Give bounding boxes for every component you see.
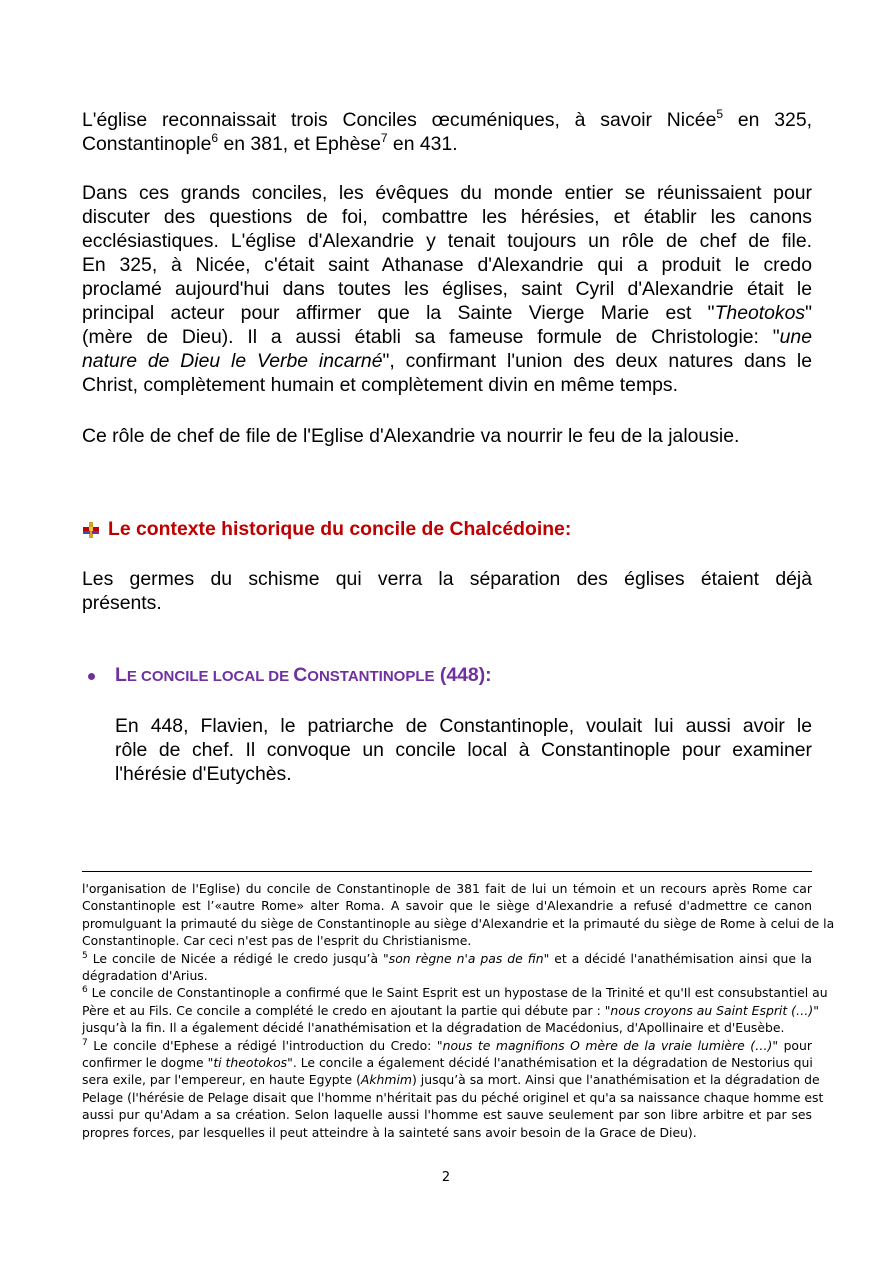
bullet-dot-icon: [88, 673, 95, 680]
text-run: ". Le concile a également décidé l'anathémisation et la dégradation de Nestorius qui: [287, 1055, 813, 1071]
text-run: principal acteur pour affirmer que la Sainte Vierge Marie est ": [82, 302, 715, 324]
subsection-heading: [115, 664, 492, 687]
footnote-number: 5: [82, 950, 88, 961]
text-line: rôle de chef. Il convoque un concile local à Constantinople pour examiner: [115, 739, 812, 761]
footnote-line: Constantinople. Car ceci n'est pas de l'esprit du Christianisme.: [82, 933, 472, 949]
footnote-6: [82, 984, 828, 1001]
text-line: l'hérésie d'Eutychès.: [115, 763, 292, 785]
text-line: ecclésiastiques. L'église d'Alexandrie y tenait toujours un rôle de chef de file.: [82, 230, 812, 252]
text-line: Les germes du schisme qui verra la séparation des églises étaient déjà: [82, 568, 812, 590]
section-heading-text: Le contexte historique du concile de Chalcédoine:: [108, 518, 572, 540]
text-run: ) jusqu’à sa mort. Ainsi que l'anathémisation et la dégradation de: [412, 1072, 820, 1088]
heading-year: (448):: [434, 664, 492, 686]
footnote-7: [82, 1037, 812, 1054]
small-caps-run: ONSTANTINOPLE: [307, 668, 435, 685]
italic-quote: son règne n'a pas de fin: [388, 950, 544, 966]
text-run: Le concile de Nicée a rédigé le credo jusqu’à ": [87, 950, 389, 966]
text-run: en 431.: [387, 133, 458, 155]
text-line: discuter des questions de foi, combattre les hérésies, et établir les canons: [82, 206, 812, 228]
footnote-line: [82, 1071, 820, 1088]
footnote-separator: [82, 871, 812, 872]
text-run: (mère de Dieu). Il a aussi établi sa fameuse formule de Christologie: ": [82, 326, 780, 348]
small-caps-initial: C: [293, 664, 308, 686]
text-line: Dans ces grands conciles, les évêques du monde entier se réunissaient pour: [82, 182, 812, 204]
text-run: Le concile de Constantinople a confirmé que le Saint Esprit est un hypostase de la Trinité et qu'Il est consubstantiel au: [87, 985, 828, 1001]
italic-term: Theotokos: [714, 302, 806, 324]
text-line: proclamé aujourd'hui dans toutes les églises, saint Cyril d'Alexandrie était le: [82, 278, 812, 300]
paragraph-flavien: [115, 714, 812, 786]
text-run: sera exile, par l'empereur, en haute Egypte (: [82, 1072, 361, 1088]
paragraph-jealousy: Ce rôle de chef de file de l'Eglise d'Alexandrie va nourrir le feu de la jalousie.: [82, 425, 740, 447]
footnote-ref-7[interactable]: 7: [380, 131, 388, 145]
italic-quote: "nous te magnifions O mère de la vraie lumière (…)": [436, 1037, 779, 1053]
footnote-line: jusqu’à la fin. Il a également décidé l'anathémisation et la dégradation de Macédonius, d'Apollinaire et d'Eusèbe.: [82, 1020, 785, 1036]
text-line: présents.: [82, 592, 162, 614]
footnote-ref-5[interactable]: 5: [716, 107, 724, 121]
footnotes: [82, 880, 835, 1141]
paragraph-schism: [82, 567, 812, 615]
footnote-line: promulguant la primauté du siège de Constantinople au siège d'Alexandrie et la primauté du siège de Rome à celui de la: [82, 915, 835, 931]
italic-quote: nous croyons au Saint Esprit (…): [610, 1002, 814, 1018]
italic-term: une: [779, 326, 812, 348]
text-run: pour: [778, 1037, 812, 1053]
footnote-line: Constantinople est l’«autre Rome» alter Roma. A savoir que le siège d'Alexandrie a refusé d'admettre ce canon: [82, 898, 812, 914]
footnote-line: [82, 1002, 819, 1019]
page-number: 2: [441, 1170, 451, 1185]
subsection-heading-text: [115, 664, 492, 687]
italic-term: nature de Dieu le Verbe incarné: [82, 350, 383, 372]
text-line: [82, 301, 812, 325]
text-line: Christ, complètement humain et complètement divin en même temps.: [82, 374, 678, 396]
footnote-line: Pelage (l'hérésie de Pelage disait que l'homme n'héritait pas du péché originel et qu'a sa naissance chaque homme est: [82, 1089, 824, 1105]
footnote-line: propres forces, par lesquelles il peut atteindre à la sainteté sans avoir besoin de la Grace de Dieu).: [82, 1124, 697, 1140]
text-run: Père et au Fils. Ce concile a complété le credo en ajoutant la partie qui débute par : ": [82, 1002, 611, 1018]
section-heading: [82, 518, 571, 541]
footnote-line: [82, 1054, 812, 1071]
text-run: L'église reconnaissait trois Conciles œcuméniques, à savoir Nicée: [82, 109, 717, 131]
small-caps-initial: L: [115, 664, 127, 686]
text-run: " et a décidé l'anathémisation ainsi que la: [543, 950, 812, 966]
footnote-line: l'organisation de l'Eglise) du concile de Constantinople de 381 fait de lui un témoin et un recours après Rome car: [82, 881, 812, 896]
text-run: ": [813, 1002, 819, 1018]
italic-quote: ti theotokos: [213, 1055, 288, 1071]
text-line: [82, 325, 812, 349]
footnote-number: 7: [82, 1037, 88, 1048]
footnote-line: aussi pur qu'Adam a sa création. Selon laquelle aussi l'homme est sauve seulement par son libre arbitre et par ses: [82, 1107, 812, 1123]
footnote-line: dégradation d'Arius.: [82, 968, 208, 984]
text-run: en 381, et Ephèse: [218, 133, 381, 155]
italic-quote: Akhmim: [360, 1072, 412, 1088]
text-line: En 448, Flavien, le patriarche de Constantinople, voulait lui aussi avoir le: [115, 715, 812, 737]
text-run: ": [805, 302, 812, 324]
text-line: En 325, à Nicée, c'était saint Athanase d'Alexandrie qui a produit le credo: [82, 254, 812, 276]
text-run: Le concile d'Ephese a rédigé l'introduction du Credo:: [87, 1037, 437, 1053]
text-run: Constantinople: [82, 133, 212, 155]
footnote-ref-6[interactable]: 6: [211, 131, 219, 145]
text-run: ", confirmant l'union des deux natures dans le: [382, 350, 812, 372]
paragraph-great-councils: [82, 181, 812, 397]
text-run: en 325,: [723, 109, 813, 131]
footnote-5: [82, 950, 812, 967]
cross-bullet-icon: [82, 521, 100, 539]
footnote-number: 6: [82, 985, 88, 996]
text-run: confirmer le dogme ": [82, 1055, 214, 1071]
text-line: [82, 349, 812, 373]
small-caps-run: E CONCILE LOCAL DE: [126, 668, 294, 685]
paragraph-councils: [82, 108, 812, 156]
